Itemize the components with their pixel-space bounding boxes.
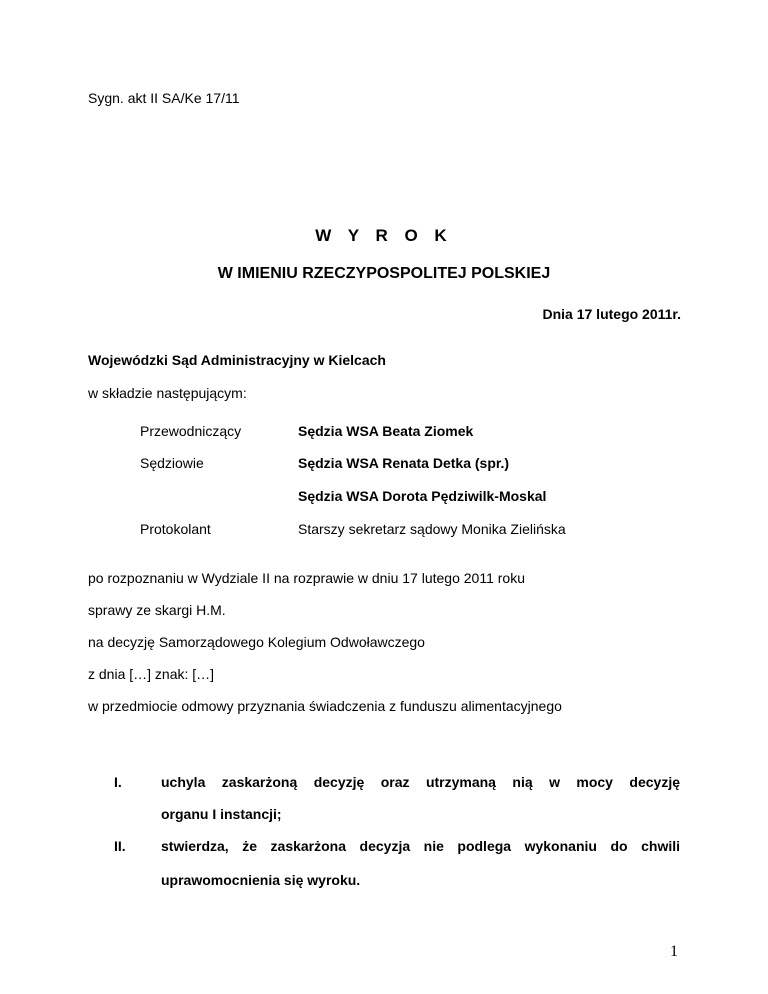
- panel-member: Sędzia WSA Dorota Pędziwilk-Moskal: [298, 488, 547, 504]
- judgment-date: Dnia 17 lutego 2011r.: [542, 306, 681, 322]
- proceedings-line: po rozpoznaniu w Wydziale II na rozprawie w dniu 17 lutego 2011 roku: [88, 570, 525, 586]
- ruling-number: I.: [114, 774, 122, 790]
- panel-role: Protokolant: [140, 521, 211, 537]
- page-number: 1: [670, 943, 678, 960]
- panel-member: Sędzia WSA Beata Ziomek: [298, 423, 474, 439]
- case-number: Sygn. akt II SA/Ke 17/11: [88, 90, 240, 106]
- ruling-text: uchyla zaskarżoną decyzję oraz utrzymaną nią w mocy decyzję: [161, 774, 680, 790]
- court-name: Wojewódzki Sąd Administracyjny w Kielcach: [88, 352, 386, 368]
- panel-member: Starszy sekretarz sądowy Monika Zielińska: [298, 521, 566, 537]
- composition-intro: w składzie następującym:: [88, 385, 247, 401]
- proceedings-line: na decyzję Samorządowego Kolegium Odwoławczego: [88, 634, 425, 650]
- proceedings-line: z dnia […] znak: […]: [88, 666, 215, 682]
- judgment-title: W Y R O K: [315, 226, 453, 245]
- panel-role: Przewodniczący: [140, 423, 242, 439]
- panel-member: Sędzia WSA Renata Detka (spr.): [298, 455, 510, 471]
- panel-role: Sędziowie: [140, 455, 204, 471]
- proceedings-line: sprawy ze skargi H.M.: [88, 602, 226, 618]
- ruling-text: uprawomocnienia się wyroku.: [161, 872, 361, 888]
- ruling-text: organu I instancji;: [161, 806, 282, 822]
- ruling-text: stwierdza, że zaskarżona decyzja nie podlega wykonaniu do chwili: [161, 838, 680, 854]
- ruling-number: II.: [114, 838, 126, 854]
- judgment-subtitle: W IMIENIU RZECZYPOSPOLITEJ POLSKIEJ: [217, 265, 551, 282]
- proceedings-line: w przedmiocie odmowy przyznania świadczenia z funduszu alimentacyjnego: [88, 698, 562, 714]
